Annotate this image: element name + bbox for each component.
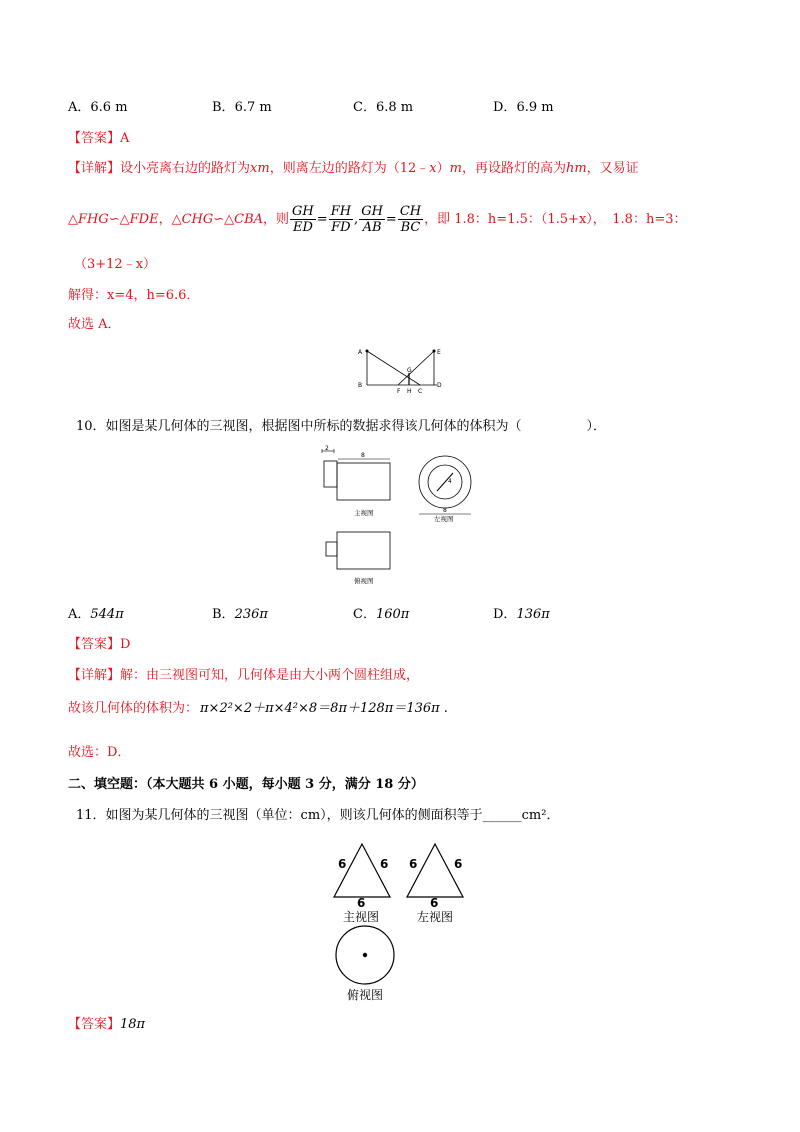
fraction-gh-ed: $\frac{GH}{ED}$ [292, 204, 314, 235]
label-front-view: 主视图 [354, 509, 374, 517]
q10-option-c: C．160π [353, 607, 410, 622]
q9-choose: 故选 A． [68, 317, 121, 332]
q10-three-view-figure [318, 445, 488, 590]
answer-tag: 【答案】 [68, 637, 121, 652]
q10-stem: 10．如图是某几何体的三视图，根据图中所标的数据求得该几何体的体积为（ ）． [76, 419, 607, 434]
q10-option-b: B．236π [212, 607, 268, 622]
q10-option-a: A．544π [68, 607, 124, 622]
dim-6-left-b: 6 [409, 857, 418, 871]
q10-answer [68, 636, 130, 654]
fraction-gh-ab: $\frac{GH}{AB}$ [361, 204, 383, 235]
label-a: A [358, 349, 363, 356]
dim-4: 4 [448, 478, 452, 485]
q9-detail-line2: △FHG∽△FDE，△CHG∽△CBA，则 $\frac{GH}{ED}$ = $\frac{FH}{FD}$ , $\frac{GH}{AB}$ = $\frac{CH}{BC}$ ，即 1.8：h=1.5：（1.5+x）， 1.8：h=3： [68, 204, 687, 235]
q11-front-view [334, 844, 390, 924]
q9-answer [68, 130, 129, 148]
q9-option-a: A．6.6 m [68, 100, 128, 115]
label-e: E [437, 349, 441, 356]
label-d: D [437, 382, 442, 389]
q10-choose: 故选：D． [68, 745, 131, 760]
q11-three-view-figure [330, 842, 478, 1004]
label-top-view: 俯视图 [354, 577, 374, 585]
q9-solve: 解得：x=4，h=6.6． [68, 288, 200, 303]
dim-6-right-b: 6 [454, 857, 463, 871]
q9-option-c: C．6.8 m [353, 100, 414, 115]
label-h: H [407, 388, 412, 395]
label-left-view: 左视图 [434, 515, 454, 523]
label-top-view: 俯视图 [347, 988, 384, 1002]
answer-value: A [120, 131, 130, 146]
q9-detail-line1: 【详解】设小亮离右边的路灯为xm，则离左边的路灯为（12﹣x）m，再设路灯的高为hm，又易证 [68, 161, 639, 176]
dim-2: 2 [325, 445, 329, 452]
q9-detail-line3: （3+12﹣x） [74, 257, 157, 272]
label-b: B [358, 382, 363, 389]
section-title: 二、填空题：（本大题共 6 小题，每小题 3 分，满分 18 分） [68, 777, 424, 792]
q9-streetlight-figure [352, 345, 452, 395]
fraction-fh-fd: $\frac{FH}{FD}$ [330, 204, 352, 235]
q11-stem: 11．如图为某几何体的三视图（单位：cm），则该几何体的侧面积等于______cm²． [76, 808, 560, 823]
q10-top-view [326, 532, 390, 585]
answer-value: D [120, 637, 131, 652]
q10-left-view [419, 456, 471, 523]
dim-6-bottom: 6 [357, 896, 366, 910]
label-left-view: 左视图 [417, 910, 454, 924]
q9-option-b: B．6.7 m [212, 100, 272, 115]
dim-6-right: 6 [380, 857, 389, 871]
q10-option-d: D．136π [493, 607, 550, 622]
q9-option-d: D．6.9 m [493, 100, 554, 115]
label-g: G [407, 367, 412, 374]
q10-front-view [322, 445, 390, 517]
answer-tag: 【答案】 [68, 1017, 121, 1032]
dim-6-bottom-b: 6 [430, 896, 439, 910]
fraction-ch-bc: $\frac{CH}{BC}$ [399, 204, 422, 235]
label-f: F [397, 388, 401, 395]
q11-left-view [407, 844, 463, 924]
answer-tag: 【答案】 [68, 131, 121, 146]
label-c: C [418, 388, 423, 395]
answer-value: 18π [120, 1017, 146, 1032]
volume-formula: π×2²×2＋π×4²×8＝8π＋128π＝136π [200, 701, 440, 716]
dim-6-left: 6 [338, 857, 347, 871]
q10-volume: 故该几何体的体积为： π×2²×2＋π×4²×8＝8π＋128π＝136π . [68, 701, 448, 716]
label-front-view: 主视图 [343, 910, 380, 924]
q11-answer [68, 1016, 145, 1034]
q10-detail: 【详解】解：由三视图可知，几何体是由大小两个圆柱组成， [68, 668, 420, 683]
dim-8: 8 [361, 452, 365, 459]
dim-8b: 8 [443, 507, 447, 514]
q11-top-view [336, 926, 394, 1002]
